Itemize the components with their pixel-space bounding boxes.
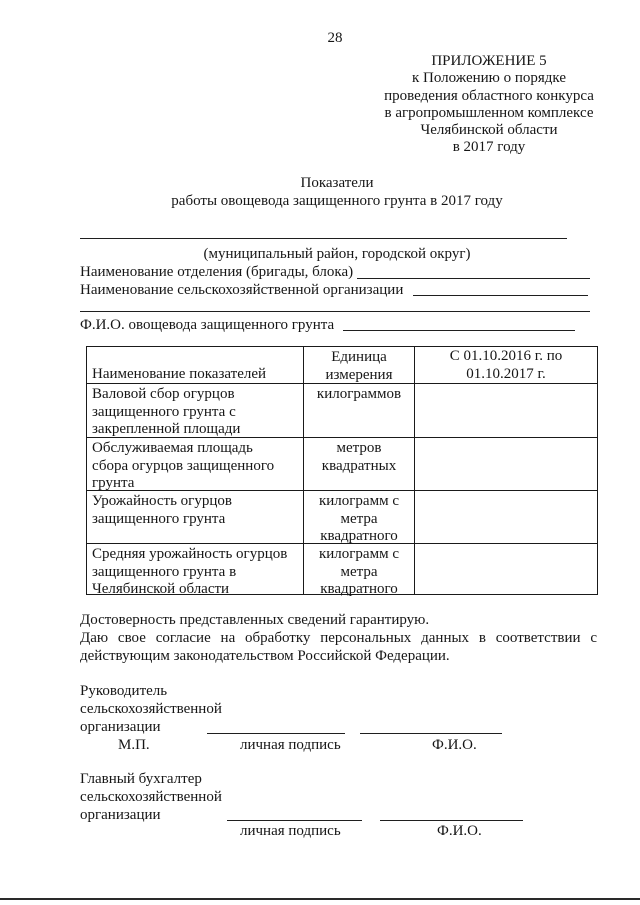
stamp-place-label: М.П. xyxy=(118,737,150,753)
accountant-signature-line xyxy=(227,820,362,821)
role-line: Руководитель xyxy=(80,683,168,699)
grower-name-label: Ф.И.О. овощевода защищенного грунта xyxy=(80,317,335,333)
accountant-name-line xyxy=(380,820,523,821)
grower-name-blank-line xyxy=(343,330,575,331)
organization-blank-line xyxy=(413,295,588,296)
municipality-blank-line xyxy=(80,238,567,239)
organization-label: Наименование сельскохозяйственной организации xyxy=(80,282,404,298)
role-line: сельскохозяйственной xyxy=(80,789,222,805)
appendix-line: в агропромышленном комплексе xyxy=(384,104,594,121)
unit-cell: килограмм с метра квадратного xyxy=(304,491,415,544)
page-bottom-edge-line xyxy=(0,898,640,900)
page-number: 28 xyxy=(327,30,343,46)
head-name-caption: Ф.И.О. xyxy=(432,737,477,753)
value-cell xyxy=(415,544,598,595)
indicator-cell: Обслуживаемая площадь сбора огурцов защищенного грунта xyxy=(87,438,304,491)
appendix-line: Челябинской области xyxy=(420,122,558,139)
department-blank-line xyxy=(357,278,590,279)
role-line: сельскохозяйственной xyxy=(80,701,222,717)
municipality-caption: (муниципальный район, городской округ) xyxy=(203,246,471,262)
head-signature-caption: личная подпись xyxy=(240,737,341,753)
appendix-title: ПРИЛОЖЕНИЕ 5 xyxy=(431,53,547,69)
extra-blank-line xyxy=(80,311,590,312)
unit-cell: метров квадратных xyxy=(304,438,415,491)
department-label: Наименование отделения (бригады, блока) xyxy=(80,264,354,280)
appendix-line: проведения областного конкурса xyxy=(384,87,594,104)
indicator-cell: Средняя урожайность огурцов защищенного грунта в Челябинской области xyxy=(87,544,304,595)
appendix-block xyxy=(369,53,609,157)
heading-title: Показатели xyxy=(300,175,374,191)
indicators-table xyxy=(86,346,598,595)
unit-cell: килограммов xyxy=(304,384,415,438)
header-period: С 01.10.2016 г. по 01.10.2017 г. xyxy=(415,347,598,384)
head-role-label xyxy=(80,682,222,736)
header-indicator: Наименование показателей xyxy=(87,347,304,384)
indicator-cell: Валовой сбор огурцов защищенного грунта с закрепленной площади xyxy=(87,384,304,438)
head-name-line xyxy=(360,733,502,734)
document-heading xyxy=(137,174,537,210)
value-cell xyxy=(415,384,598,438)
head-signature-line xyxy=(207,733,345,734)
role-line: организации xyxy=(80,807,161,823)
appendix-line: к Положению о порядке xyxy=(412,70,566,87)
header-unit: Единица измерения xyxy=(304,347,415,384)
guarantee-statement: Достоверность представленных сведений гарантирую. xyxy=(80,612,430,628)
accountant-name-caption: Ф.И.О. xyxy=(437,823,482,839)
role-line: организации xyxy=(80,719,161,735)
value-cell xyxy=(415,491,598,544)
role-line: Главный бухгалтер xyxy=(80,771,202,787)
indicator-cell: Урожайность огурцов защищенного грунта xyxy=(87,491,304,544)
value-cell xyxy=(415,438,598,491)
consent-statement: Даю свое согласие на обработку персональных данных в соответствии с действующим законодательством Российской Федерации. xyxy=(80,630,597,664)
accountant-role-label xyxy=(80,770,222,824)
accountant-signature-caption: личная подпись xyxy=(240,823,341,839)
appendix-line: в 2017 году xyxy=(452,139,526,156)
unit-cell: килограмм с метра квадратного xyxy=(304,544,415,595)
heading-subtitle: работы овощевода защищенного грунта в 2017 году xyxy=(171,193,503,209)
